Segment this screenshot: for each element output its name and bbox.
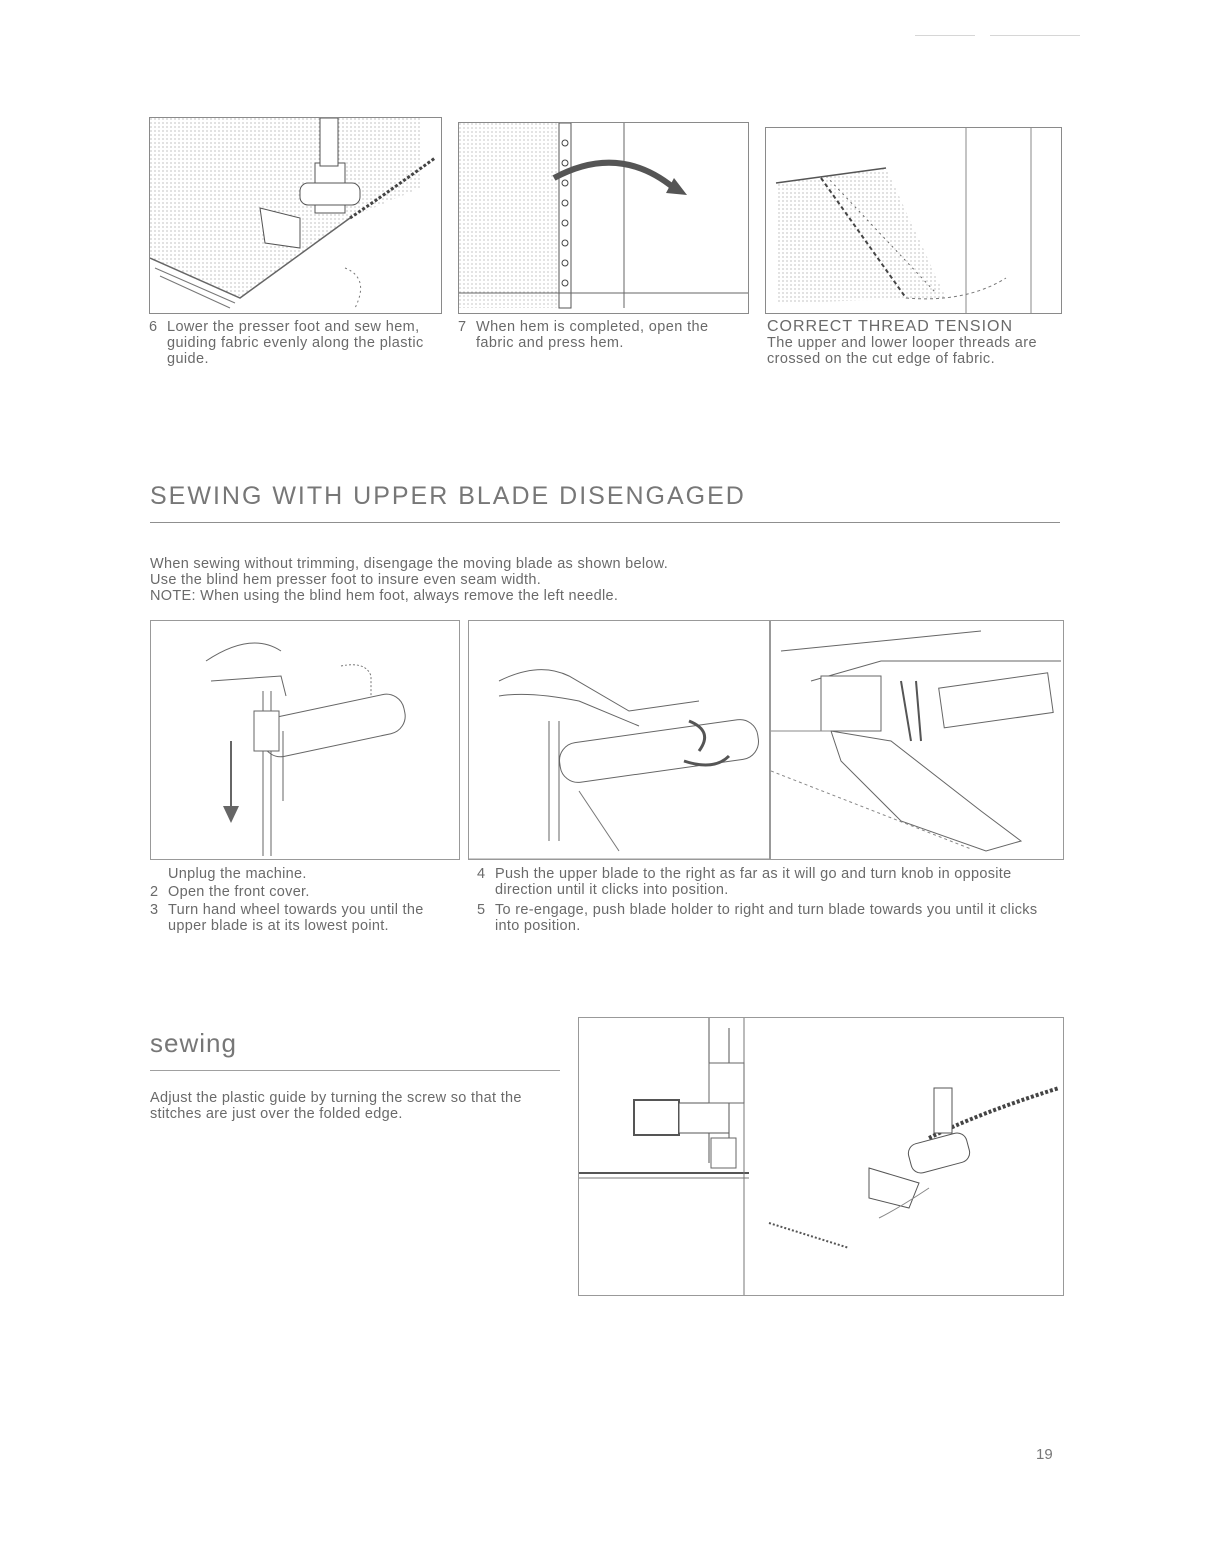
sewing-paragraph: Adjust the plastic guide by turning the screw so that the stitches are just over the folded edge. [150,1090,522,1122]
step-2 [150,884,460,900]
step-number: 3 [150,902,159,918]
step-text: To re-engage, push blade holder to right and turn blade towards you until it clicks into position. [495,902,1038,934]
section-rule [150,1070,560,1071]
caption-text: When hem is completed, open the fabric and press hem. [476,319,709,351]
intro-line: Use the blind hem presser foot to insure even seam width. [150,572,542,588]
step-text: Unplug the machine. [168,866,307,882]
page-number: 19 [1036,1446,1053,1463]
step-text: Turn hand wheel towards you until the upper blade is at its lowest point. [168,902,424,934]
caption-step-7 [458,319,753,351]
illustration-blind-hem-foot [770,620,1064,860]
step-1 [150,866,460,882]
step-text: Open the front cover. [168,884,310,900]
intro-line: NOTE: When using the blind hem foot, always remove the left needle. [150,588,619,604]
section-title-sewing: sewing [150,1028,237,1058]
step-number: 4 [477,866,486,882]
steps-right [477,866,1062,956]
step-5 [477,902,1062,936]
caption-thread-tension [767,319,1062,367]
illustration-push-blade [468,620,770,860]
section-rule [150,522,1060,523]
section-title-blade: SEWING WITH UPPER BLADE DISENGAGED [150,482,746,510]
caption-number: 6 [149,319,158,335]
scan-artifact-line [990,35,1080,36]
caption-heading: CORRECT THREAD TENSION [767,318,1014,335]
illustration-open-hem [458,122,749,314]
illustration-sewing-hem [149,117,442,314]
illustration-lower-blade [150,620,460,860]
caption-text: Lower the presser foot and sew hem, guiding fabric evenly along the plastic guide. [167,319,424,367]
caption-text: The upper and lower looper threads are crossed on the cut edge of fabric. [767,335,1037,367]
step-3 [150,902,460,956]
caption-step-6 [149,319,444,367]
caption-number: 7 [458,319,467,335]
step-4 [477,866,1062,900]
steps-left [150,866,460,976]
step-number: 5 [477,902,486,918]
intro-line: When sewing without trimming, disengage the moving blade as shown below. [150,556,669,572]
step-text: Push the upper blade to the right as far as it will go and turn knob in opposite direction until it clicks into position. [495,866,1012,898]
illustration-thread-tension [765,127,1062,314]
scan-artifact-line [915,35,975,36]
illustration-plastic-guide [578,1017,1064,1296]
step-number: 2 [150,884,159,900]
intro-paragraph [150,556,850,604]
step-number: 1 [150,866,159,882]
